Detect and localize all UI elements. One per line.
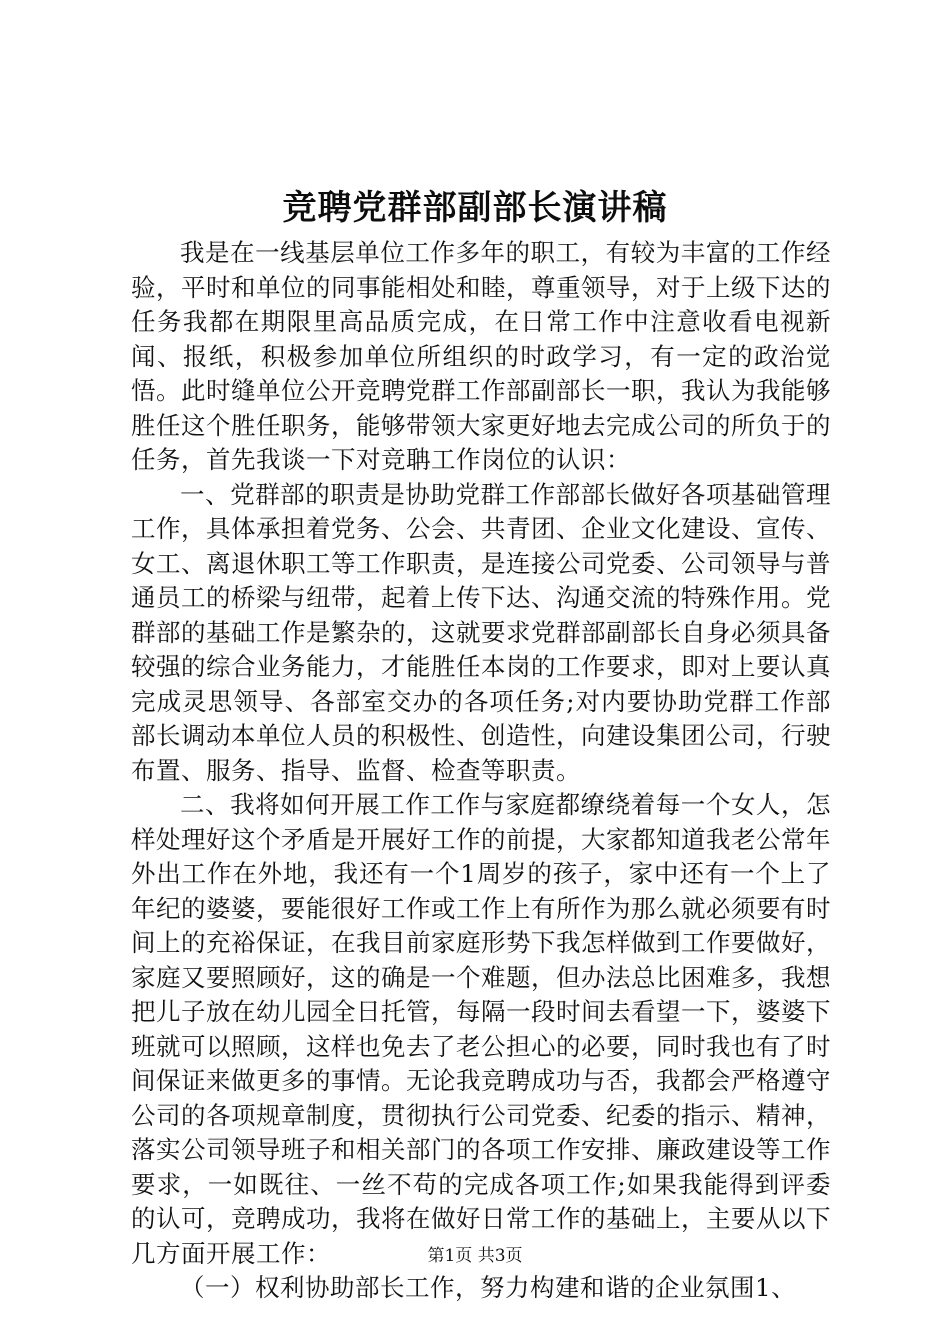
document-title: 竞聘党群部副部长演讲稿 <box>282 188 668 228</box>
paragraph-subsection-one: （一）权利协助部长工作，努力构建和谐的企业氛围1、 <box>180 1273 797 1302</box>
document-body <box>131 236 831 1306</box>
paragraph-intro: 我是在一线基层单位工作多年的职工，有较为丰富的工作经验，平时和单位的同事能相处和睦，尊重领导，对于上级下达的任务我都在期限里高品质完成，在日常工作中注意收看电视新闻、报纸，积极参加单位所组织的时政学习，有一定的政治觉悟。此时缝单位公开竞聘党群工作部副部长一职，我认为我能够胜任这个胜任职务，能够带领大家更好地去完成公司的所负于的任务，首先我谈一下对竞聃工作岗位的认识： <box>131 238 831 474</box>
paragraph-section-one: 一、党群部的职责是协助党群工作部部长做好各项基础管理工作，具体承担着党务、公会、共青团、企业文化建设、宣传、女工、离退休职工等工作职责，是连接公司党委、公司领导与普通员工的桥梁与纽带，起着上传下达、沟通交流的特殊作用。党群部的基础工作是繁杂的，这就要求党群部副部长自身必须具备较强的综合业务能力，才能胜任本岗的工作要求，即对上要认真完成灵思领导、各部室交办的各项任务;对内要协助党群工作部部长调动本单位人员的积极性、创造性，向建设集团公司，行驶布置、服务、指导、监督、检查等职责。 <box>131 479 831 785</box>
paragraph-section-two: 二、我将如何开展工作工作与家庭都缭绕着每一个女人，怎样处理好这个矛盾是开展好工作的前提，大家都知道我老公常年外出工作在外地，我还有一个1周岁的孩子，家中还有一个上了年纪的婆婆，要能很好工作或工作上有所作为那么就必须要有时间上的充裕保证，在我目前家庭形势下我怎样做到工作要做好，家庭又要照顾好，这的确是一个难题，但办法总比困难多，我想把儿子放在幼儿园全日托管，每隔一段时间去看望一下，婆婆下班就可以照顾，这样也免去了老公担心的必要，同时我也有了时间保证来做更多的事情。无论我竞聘成功与否，我都会严格遵守公司的各项规章制度，贯彻执行公司党委、纪委的指示、精神，落实公司领导班子和相关部门的各项工作安排、廉政建设等工作要求，一如既往、一丝不苟的完成各项工作;如果我能得到评委的认可，竞聘成功，我将在做好日常工作的基础上，主要从以下几方面开展工作： <box>131 790 831 1268</box>
page-number-footer: 第1页 共3页 <box>427 1246 523 1266</box>
